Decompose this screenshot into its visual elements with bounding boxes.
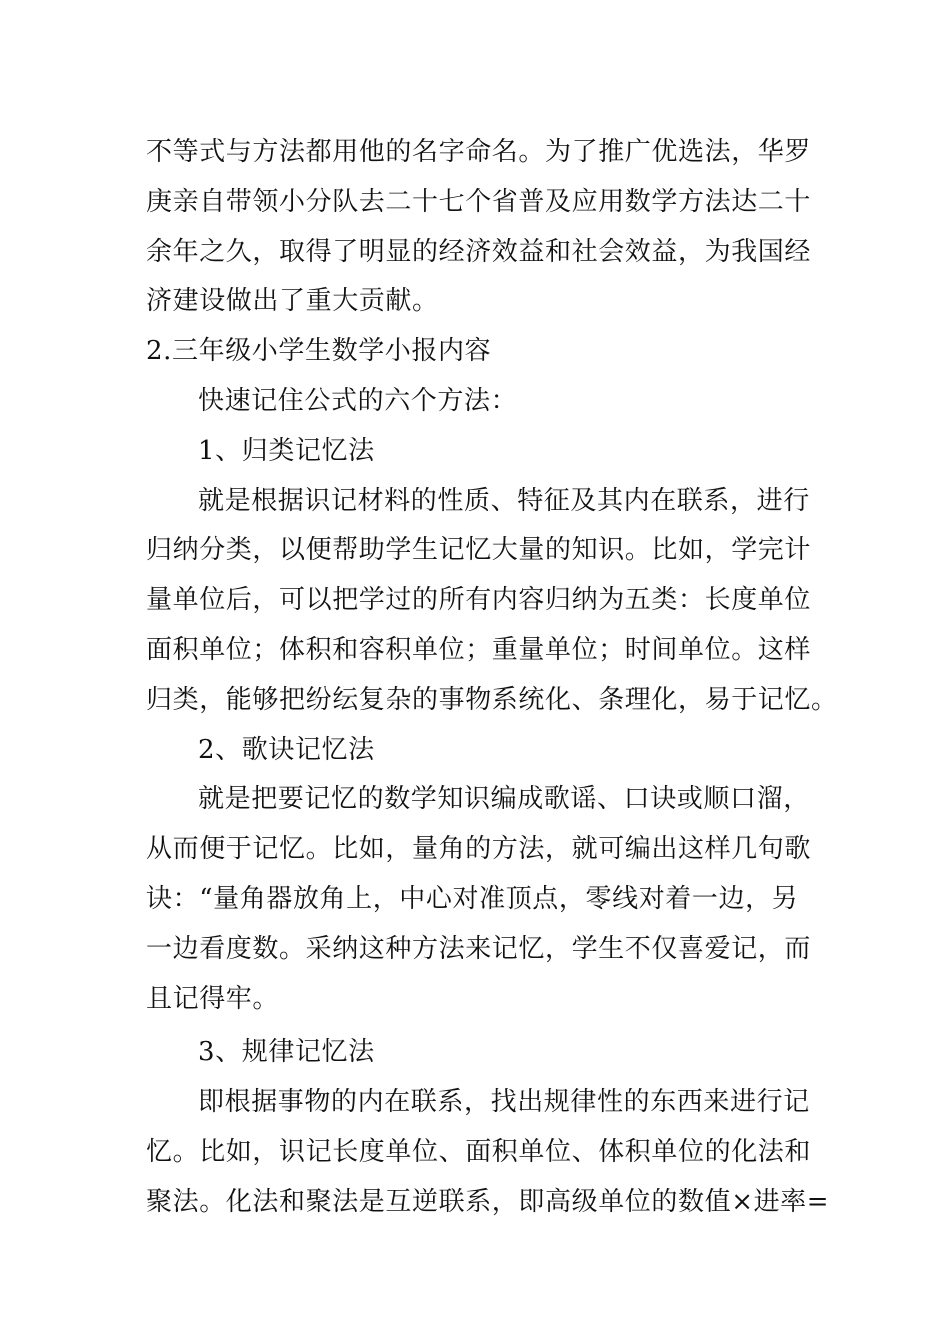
intro-line: 快速记住公式的六个方法： [198, 385, 518, 416]
paragraph-line: 一边看度数。采纳这种方法来记忆，学生不仅喜爱记，而 [146, 933, 812, 964]
paragraph-line: 忆。比如，识记长度单位、面积单位、体积单位的化法和 [146, 1136, 812, 1167]
paragraph-line: 就是把要记忆的数学知识编成歌谣、口诀或顺口溜， [198, 784, 810, 815]
paragraph-line: 面积单位；体积和容积单位；重量单位；时间单位。这样 [146, 634, 812, 665]
paragraph-line: 量单位后，可以把学过的所有内容归纳为五类：长度单位 [146, 585, 812, 616]
paragraph-line: 即根据事物的内在联系，找出规律性的东西来进行记 [198, 1087, 810, 1118]
section-heading: 2.三年级小学生数学小报内容 [146, 336, 492, 367]
method-heading: 2、歌诀记忆法 [198, 734, 375, 765]
paragraph-line: 且记得牢。 [146, 983, 280, 1014]
paragraph-line: 从而便于记忆。比如，量角的方法，就可编出这样几句歌 [146, 834, 812, 865]
paragraph-line: 聚法。化法和聚法是互逆联系，即高级单位的数值×进率= [146, 1186, 830, 1217]
method-heading: 3、规律记忆法 [198, 1037, 375, 1068]
paragraph-line: 诀：“量角器放角上，中心对准顶点，零线对着一边，另 [146, 883, 799, 914]
paragraph-line: 余年之久，取得了明显的经济效益和社会效益，为我国经 [146, 236, 812, 267]
paragraph-line: 归类，能够把纷纭复杂的事物系统化、条理化，易于记忆。 [146, 684, 838, 715]
paragraph-line: 庚亲自带领小分队去二十七个省普及应用数学方法达二十 [146, 186, 812, 217]
paragraph-line: 不等式与方法都用他的名字命名。为了推广优选法，华罗 [146, 137, 812, 167]
paragraph-line: 归纳分类，以便帮助学生记忆大量的知识。比如，学完计 [146, 535, 812, 566]
paragraph-line: 就是根据识记材料的性质、特征及其内在联系，进行 [198, 485, 810, 516]
paragraph-line: 济建设做出了重大贡献。 [146, 286, 439, 317]
method-heading: 1、归类记忆法 [198, 435, 375, 466]
document-body [146, 128, 838, 1228]
